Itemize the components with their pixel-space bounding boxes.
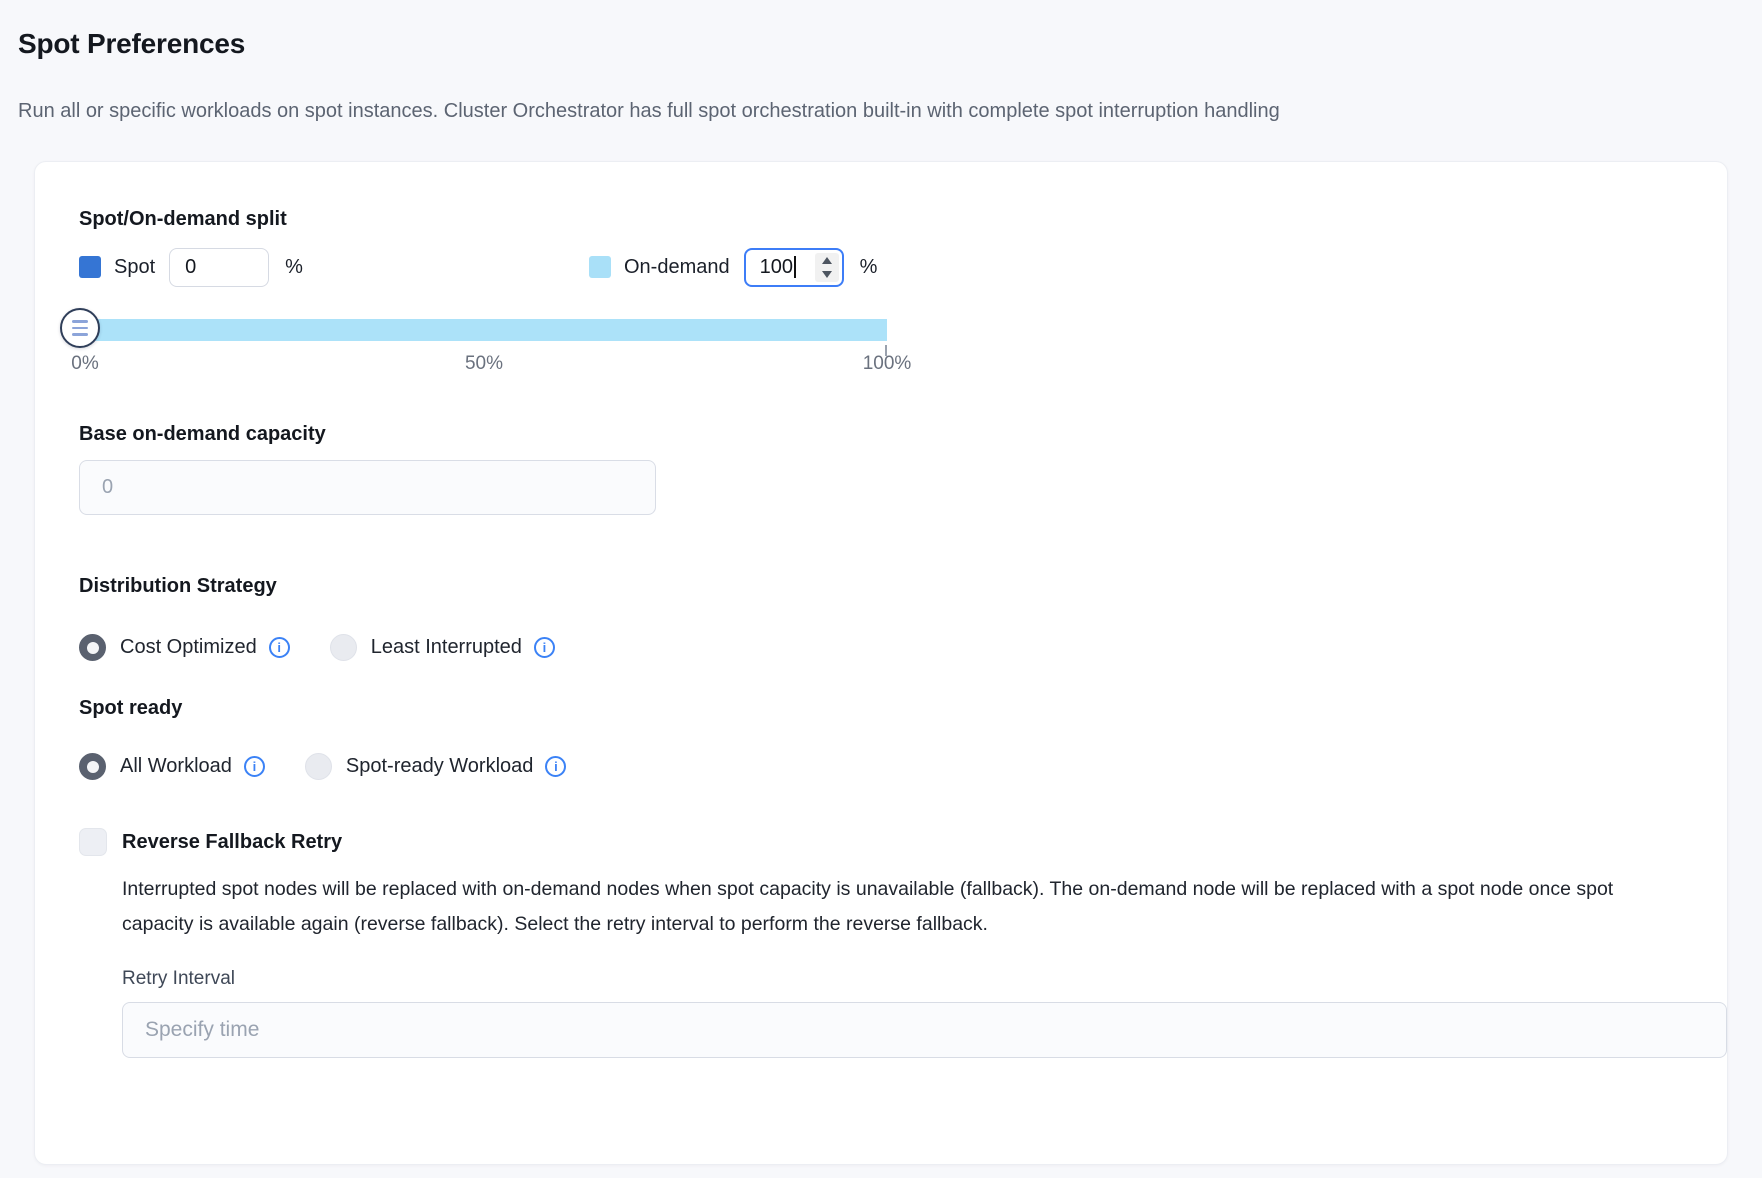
slider-track[interactable] [81,319,887,341]
spot-percent-value: 0 [185,255,197,278]
retry-interval-label: Retry Interval [122,968,235,989]
retry-interval-input[interactable] [122,1002,1727,1058]
grip-lines-icon [72,320,88,323]
reverse-fallback-heading: Reverse Fallback Retry [122,830,343,853]
reverse-fallback-description: Interrupted spot nodes will be replaced with on-demand nodes when spot capacity is unavailable (fallback). The on-demand node will be replaced with a spot node once spot capacity is available again (reverse fallback). Select the retry interval to perform the reverse fallback. [122,878,1614,935]
spinner-down-icon[interactable] [822,271,832,278]
slider-labels [71,353,912,377]
info-icon[interactable]: i [269,637,290,658]
slider-label-0: 0% [71,353,99,374]
option-all-workload[interactable] [79,753,265,780]
slider-handle[interactable] [60,308,100,348]
base-capacity-heading: Base on-demand capacity [79,423,326,445]
slider-label-100: 100% [862,353,912,374]
reverse-fallback-row [79,828,1683,856]
number-spinner [815,253,839,282]
reverse-fallback-checkbox[interactable] [79,828,107,856]
spot-percent-input[interactable] [169,248,269,287]
split-heading: Spot/On-demand split [79,208,287,230]
on-demand-percent-unit: % [859,255,878,278]
radio-label: Cost Optimized [120,636,257,658]
radio-button[interactable] [330,634,357,661]
option-least-interrupted[interactable] [330,634,555,661]
spot-ready-heading: Spot ready [79,697,183,719]
text-cursor [794,256,796,278]
spot-color-swatch [79,256,101,278]
preferences-card [34,161,1728,1165]
page-subtitle: Run all or specific workloads on spot instances. Cluster Orchestrator has full spot orchestration built-in with complete spot interruption handling [18,100,1280,122]
spinner-up-icon[interactable] [822,257,832,264]
on-demand-percent-input[interactable] [744,248,844,287]
base-capacity-input[interactable] [79,460,656,515]
info-icon[interactable]: i [545,756,566,777]
radio-button[interactable] [79,753,106,780]
option-spot-ready-workload[interactable] [305,753,567,780]
slider-label-50: 50% [464,353,504,374]
info-icon[interactable]: i [534,637,555,658]
radio-label: Spot-ready Workload [345,755,534,777]
distribution-strategy-heading: Distribution Strategy [79,575,277,597]
spot-split-group [79,247,303,287]
distribution-strategy-options [79,634,1683,661]
option-cost-optimized[interactable] [79,634,290,661]
spot-percent-unit: % [285,255,303,278]
spot-ready-options [79,753,1683,780]
radio-label: All Workload [120,755,232,777]
split-slider [79,309,889,351]
radio-button[interactable] [79,634,106,661]
info-icon[interactable]: i [244,756,265,777]
page-title: Spot Preferences [18,28,246,59]
on-demand-label: On-demand [624,255,730,278]
on-demand-split-group [589,247,877,287]
split-row [79,247,1683,287]
radio-button[interactable] [305,753,332,780]
spot-label: Spot [114,255,156,278]
on-demand-percent-value: 100 [759,255,793,278]
radio-label: Least Interrupted [370,636,522,658]
on-demand-color-swatch [589,256,611,278]
